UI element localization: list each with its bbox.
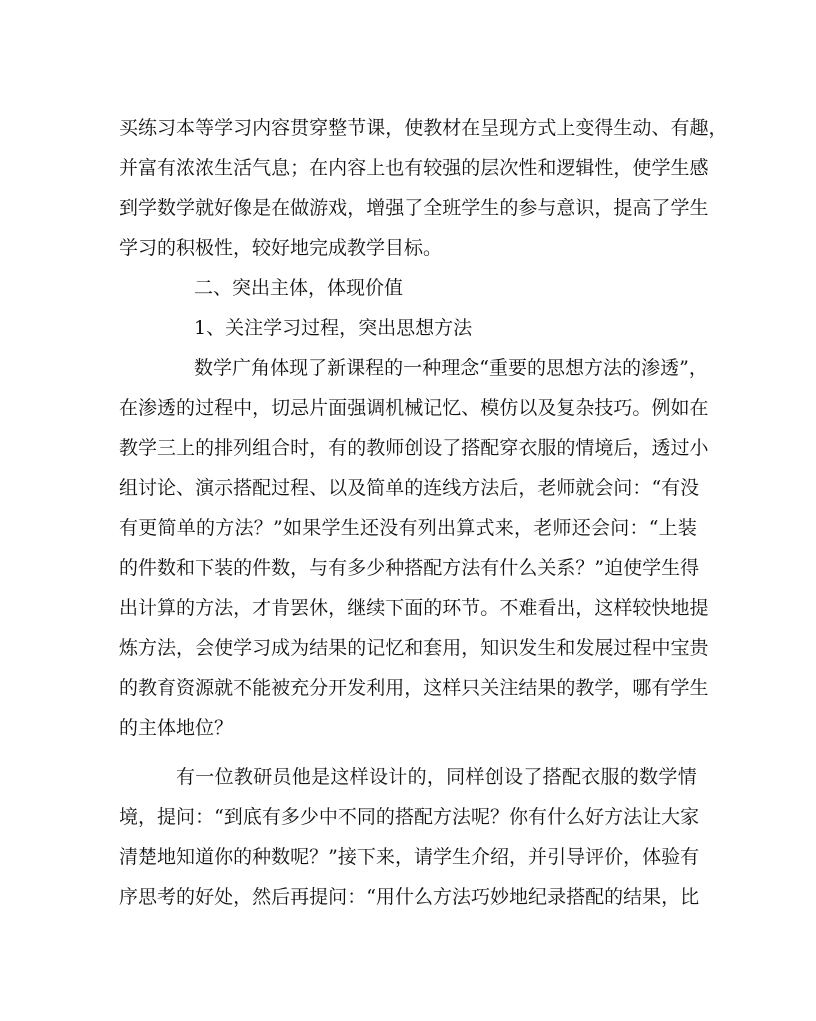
- text-line: 教 学 三 上 的 排 列 组 合 时 ， 有 的 教 师 创 设 了 搭 配 穿 衣 服 的 情 境 后 ， 透 过 小: [119, 437, 709, 459]
- paragraph: [119, 348, 709, 748]
- text-line: 学习的积极性，较好地完成教学目标。: [119, 237, 443, 259]
- paragraph: [119, 108, 728, 268]
- text-line: 的 件 数 和 下 装 的 件 数 ， 与 有 多 少 种 搭 配 方 法 有 什 么 关 系 ？ ” 迫 使 学 生 得: [119, 557, 700, 579]
- text-line: 序 思 考 的 好 处 ， 然 后 再 提 问 ： “ 用 什 么 方 法 巧 妙 地 纪 录 搭 配 的 结 果 ， 比: [119, 886, 700, 908]
- text-line: 的主体地位？: [119, 717, 234, 739]
- text-line: 清 楚 地 知 道 你 的 种 数 呢 ？ ” 接 下 来 ， 请 学 生 介 绍 ， 并 引 导 评 价 ， 体 验 有: [119, 846, 700, 868]
- text-line: 组 讨 论 、 演 示 搭 配 过 程 、 以 及 简 单 的 连 线 方 法 后 ， 老 师 就 会 问 ： “ 有 没: [119, 477, 700, 499]
- subsection-heading: 1、关注学习过程，突出思想方法: [194, 317, 473, 339]
- text-line: 有 一 位 教 研 员 他 是 这 样 设 计 的 ， 同 样 创 设 了 搭 配 衣 服 的 数 学 情: [176, 766, 697, 788]
- text-line: 出 计 算 的 方 法 ， 才 肯 罢 休 ， 继 续 下 面 的 环 节 。 不 难 看 出 ， 这 样 较 快 地 提: [119, 597, 709, 619]
- document-body: [119, 108, 728, 917]
- text-line: 有 更 简 单 的 方 法 ？ ” 如 果 学 生 还 没 有 列 出 算 式 来 ， 老 师 还 会 问 ： “ 上 装: [119, 517, 697, 539]
- text-line: 并 富 有 浓 浓 生 活 气 息 ； 在 内 容 上 也 有 较 强 的 层 次 性 和 逻 辑 性 ， 使 学 生 感: [119, 157, 709, 179]
- text-line: 到 学 数 学 就 好 像 是 在 做 游 戏 ， 增 强 了 全 班 学 生 的 参 与 意 识 ， 提 高 了 学 生: [119, 197, 709, 219]
- text-line: 境 ， 提 问 ： “ 到 底 有 多 少 中 不 同 的 搭 配 方 法 呢 ？ 你 有 什 么 好 方 法 让 大 家: [119, 806, 700, 828]
- text-line: 炼 方 法 ， 会 使 学 习 成 为 结 果 的 记 忆 和 套 用 ， 知 识 发 生 和 发 展 过 程 中 宝 贵: [119, 637, 709, 659]
- text-line: 的 教 育 资 源 就 不 能 被 充 分 开 发 利 用 ， 这 样 只 关 注 结 果 的 教 学 ， 哪 有 学 生: [119, 677, 709, 699]
- section-heading: 二、突出主体，体现价值: [194, 277, 404, 299]
- text-line: 买 练 习 本 等 学 习 内 容 贯 穿 整 节 课 ， 使 教 材 在 呈 现 方 式 上 变 得 生 动 、 有 趣 ，: [119, 117, 728, 139]
- text-line: 在 渗 透 的 过 程 中 ， 切 忌 片 面 强 调 机 械 记 忆 、 模 仿 以 及 复 杂 技 巧 。 例 如 在: [119, 397, 709, 419]
- text-line: 数 学 广 角 体 现 了 新 课 程 的 一 种 理 念 “ 重 要 的 思 想 方 法 的 渗 透 ” ，: [194, 357, 708, 379]
- paragraph: [119, 757, 700, 917]
